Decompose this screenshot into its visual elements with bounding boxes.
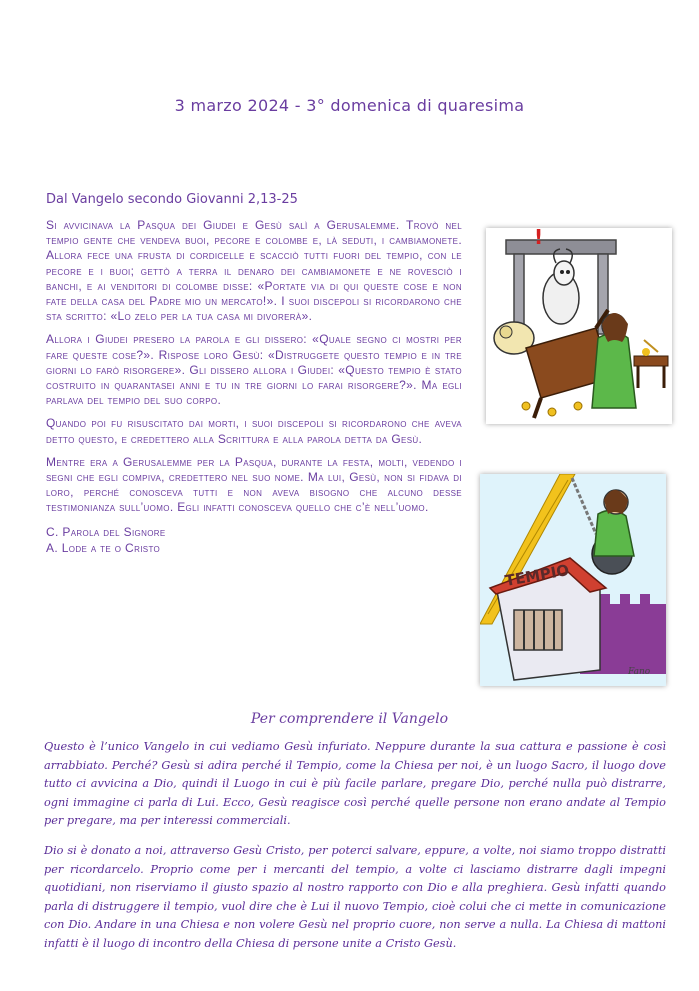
svg-text:!: !: [534, 228, 544, 249]
gospel-paragraph: Si avvicinava la Pasqua dei Giudei e Gesù salì a Gerusalemme. Trovò nel tempio gente che vendeva buoi, pecore e colombe e, là seduti, i cambiamonete. Allora fece una frusta di cordicelle e scacciò tutti fuori del tempio, con le pecore e i buoi; gettò a terra il denaro dei cambiamonete e ne rovesciò i banchi, e ai venditori di colombe disse: «Portate via di qui queste cose e non fate della casa del Padre mio un mercato!». I suoi discepoli si ricordarono che sta scritto: «Lo zelo per la tua casa mi divorerà».: [46, 218, 463, 324]
commentary-heading: Per comprendere il Vangelo: [250, 711, 449, 727]
gospel-paragraph: Quando poi fu risuscitato dai morti, i suoi discepoli si ricordarono che aveva detto questo, e credettero alla Scrittura e alla parola detta da Gesù.: [46, 416, 462, 446]
commentary-paragraph: Questo è l’unico Vangelo in cui vediamo Gesù infuriato. Neppure durante la sua cattura e passione è così arrabbiato. Perché? Gesù si adira perché il Tempio, come la Chiesa per noi, è un luogo Sacro, il luogo dove tutto ci avvicina a Dio, quindi il Luogo in cui è più facile parlare, pregare Dio, perché nulla può distrarre, ogni immagine ci parla di Lui. Ecco, Gesù reagisce così perché quelle persone non erano andate al Tempio per pregare, ma per interessi commerciali.: [44, 740, 666, 828]
temple-cleansing-drawing: [486, 228, 672, 424]
tempio-demolition-drawing: [480, 474, 666, 686]
page-title: 3 marzo 2024 - 3° domenica di quaresima: [174, 96, 525, 115]
response-assembly: A. Lode a te o Cristo: [46, 540, 161, 555]
illustration-temple-cleansing: [486, 228, 672, 424]
gospel-paragraph: Mentre era a Gerusalemme per la Pasqua, durante la festa, molti, vedendo i segni che egli compiva, credettero nel suo nome. Ma lui, Gesù, non si fidava di loro, perché conosceva tutti e non aveva bisogno che alcuno desse testimonianza sull’uomo. Egli infatti conosceva quello che c’è nell’uomo.: [46, 454, 462, 515]
illustration-tempio-demolition: [480, 474, 666, 686]
gospel-text: [46, 218, 462, 556]
gospel-paragraph: Allora i Giudei presero la parola e gli dissero: «Quale segno ci mostri per fare queste cose?». Rispose loro Gesù: «Distruggete questo tempio e in tre giorni lo farò risorgere». Gli dissero allora i Giudei: «Questo tempio è stato costruito in quarantasei anni e tu in tre giorni lo farai risorgere?». Ma egli parlava del tempio del suo corpo.: [46, 332, 462, 408]
artist-signature: Fano: [628, 667, 651, 677]
response-celebrant: C. Parola del Signore: [46, 524, 166, 539]
tempio-sign: TEMPIO: [503, 560, 571, 590]
commentary-paragraph: Dio si è donato a noi, attraverso Gesù Cristo, per poterci salvare, eppure, a volte, noi siamo troppo distratti per ricordarcelo. Proprio come per i mercanti del tempio, a volte ci lasciamo distrarre dagli impegni quotidiani, non riserviamo il giusto spazio al nostro rapporto con Dio e alla preghiera. Gesù infatti quando parla di distruggere il tempio, vuol dire che è Lui il nuovo Tempio, cioè colui che ci mette in comunicazione con Dio. Andare in una Chiesa e non volere Gesù nel proprio cuore, non serve a nulla. La Chiesa di mattoni infatti è il luogo di incontro della Chiesa di persone unite a Cristo Gesù.: [44, 844, 666, 950]
gospel-heading: Dal Vangelo secondo Giovanni 2,13-25: [46, 192, 298, 207]
